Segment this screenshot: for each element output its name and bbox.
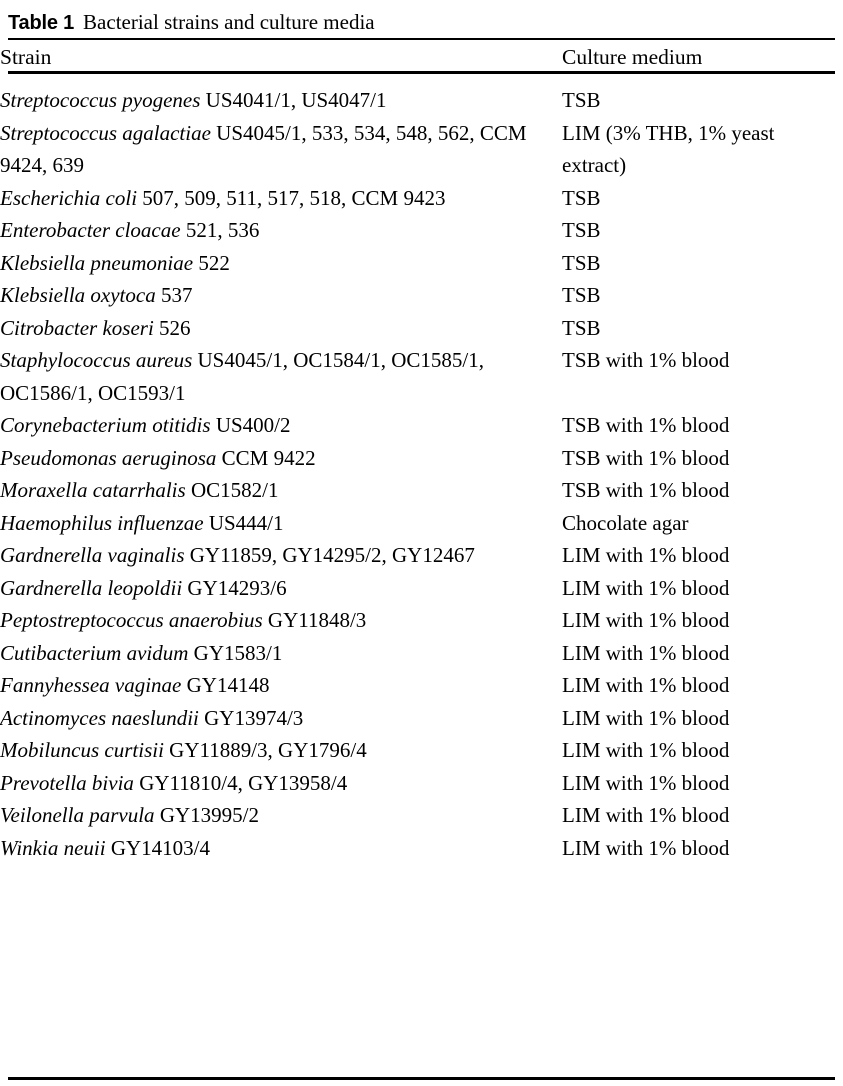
spacer-cell xyxy=(0,74,562,84)
cell-medium: LIM with 1% blood xyxy=(562,608,730,632)
table-bottom-rule xyxy=(8,1077,835,1080)
cell-strain xyxy=(0,344,562,409)
cell-strain xyxy=(0,84,562,117)
species-name: Peptostreptococcus anaerobius xyxy=(0,608,263,632)
table-row xyxy=(0,604,843,637)
cell-strain xyxy=(0,767,562,800)
table-row xyxy=(0,734,843,767)
table-row xyxy=(0,507,843,540)
species-name: Prevotella bivia xyxy=(0,770,134,795)
cell-medium: LIM with 1% blood xyxy=(562,575,730,600)
cell-strain xyxy=(0,117,562,182)
species-name: Veilonella parvula xyxy=(0,803,155,827)
table-row xyxy=(0,539,843,572)
table-row xyxy=(0,442,843,475)
cell-strain xyxy=(0,604,562,637)
cell-medium: TSB xyxy=(562,218,601,242)
cell-medium: LIM (3% THB, 1% yeast extract) xyxy=(562,120,775,177)
table-row xyxy=(0,767,843,800)
strain-ids: GY14148 xyxy=(181,673,270,697)
cell-medium: LIM with 1% blood xyxy=(562,705,730,730)
strain-ids: GY14293/6 xyxy=(182,575,287,600)
strain-ids: US4045/1, OC1584/1, OC1585/1, OC1586/1, OC1593/1 xyxy=(0,348,484,405)
species-name: Staphylococcus aureus xyxy=(0,348,193,372)
cell-strain xyxy=(0,507,562,540)
cell-medium: LIM with 1% blood xyxy=(562,770,730,795)
species-name: Citrobacter koseri xyxy=(0,315,154,340)
strain-ids: US4041/1, US4047/1 xyxy=(200,88,387,112)
species-name: Gardnerella vaginalis xyxy=(0,543,185,567)
species-name: Fannyhessea vaginae xyxy=(0,673,182,697)
table-caption-label: Table 1 xyxy=(8,12,75,34)
cell-medium: LIM with 1% blood xyxy=(562,543,730,567)
strain-ids: GY13995/2 xyxy=(154,803,259,827)
cell-strain xyxy=(0,734,562,767)
cell-strain xyxy=(0,669,562,702)
cell-medium: TSB xyxy=(562,88,601,112)
table-row xyxy=(0,637,843,670)
species-name: Enterobacter cloacae xyxy=(0,218,181,242)
strain-ids: 521, 536 xyxy=(180,218,260,242)
cell-strain xyxy=(0,312,562,345)
cell-medium: LIM with 1% blood xyxy=(562,673,730,697)
cell-strain xyxy=(0,572,562,605)
strain-ids: GY11810/4, GY13958/4 xyxy=(133,770,348,795)
strain-ids: CCM 9422 xyxy=(216,445,316,470)
table-caption-text: Bacterial strains and culture media xyxy=(83,10,375,34)
strain-ids: GY11889/3, GY1796/4 xyxy=(163,738,367,762)
cell-medium: TSB with 1% blood xyxy=(562,445,730,470)
species-name: Gardnerella leopoldii xyxy=(0,575,183,600)
species-name: Moraxella catarrhalis xyxy=(0,478,186,502)
cell-strain xyxy=(0,442,562,475)
strain-ids: 507, 509, 511, 517, 518, CCM 9423 xyxy=(137,185,446,210)
table-body xyxy=(0,84,843,864)
table-row xyxy=(0,182,843,215)
spacer-cell xyxy=(562,0,843,41)
spacer-cell xyxy=(0,0,562,41)
cell-strain xyxy=(0,637,562,670)
species-name: Streptococcus agalactiae xyxy=(0,120,211,145)
cell-medium: TSB xyxy=(562,315,601,340)
cell-medium: LIM with 1% blood xyxy=(562,803,730,827)
species-name: Streptococcus pyogenes xyxy=(0,88,201,112)
species-name: Escherichia coli xyxy=(0,185,138,210)
table-row xyxy=(0,117,843,182)
spacer-cell xyxy=(562,74,843,84)
table-row xyxy=(0,84,843,117)
strain-ids: US4045/1, 533, 534, 548, 562, CCM 9424, 639 xyxy=(0,120,527,177)
table-head xyxy=(0,0,843,84)
table-row xyxy=(0,312,843,345)
species-name: Winkia neuii xyxy=(0,835,106,860)
cell-medium: Chocolate agar xyxy=(562,510,689,535)
strain-ids: US400/2 xyxy=(210,413,291,437)
table-row xyxy=(0,474,843,507)
table-row xyxy=(0,247,843,280)
table-row xyxy=(0,214,843,247)
strain-ids: GY11848/3 xyxy=(262,608,367,632)
strain-ids: GY11859, GY14295/2, GY12467 xyxy=(184,543,475,567)
cell-strain xyxy=(0,702,562,735)
cell-strain xyxy=(0,474,562,507)
cell-medium: TSB with 1% blood xyxy=(562,348,730,372)
column-header-medium: Culture medium xyxy=(562,45,703,69)
cell-strain xyxy=(0,409,562,442)
cell-medium: TSB with 1% blood xyxy=(562,413,730,437)
strain-ids: 537 xyxy=(155,283,193,307)
table-header-row xyxy=(0,41,843,74)
cell-medium: LIM with 1% blood xyxy=(562,835,730,860)
cell-strain xyxy=(0,539,562,572)
table-row xyxy=(0,344,843,409)
table-row xyxy=(0,409,843,442)
strain-ids: GY13974/3 xyxy=(198,705,304,730)
cell-strain xyxy=(0,279,562,312)
cell-medium: TSB with 1% blood xyxy=(562,478,730,502)
strain-ids: 522 xyxy=(193,250,230,275)
cell-strain xyxy=(0,214,562,247)
cell-strain xyxy=(0,182,562,215)
cell-medium: TSB xyxy=(562,283,601,307)
column-header-strain: Strain xyxy=(0,45,52,69)
species-name: Corynebacterium otitidis xyxy=(0,413,211,437)
cell-strain xyxy=(0,832,562,865)
cell-strain xyxy=(0,247,562,280)
strain-ids: OC1582/1 xyxy=(185,478,279,502)
species-name: Klebsiella pneumoniae xyxy=(0,250,194,275)
cell-medium: TSB xyxy=(562,250,601,275)
table-row xyxy=(0,572,843,605)
species-name: Actinomyces naeslundii xyxy=(0,705,199,730)
cell-medium: LIM with 1% blood xyxy=(562,640,730,665)
strain-ids: GY1583/1 xyxy=(188,640,283,665)
species-name: Pseudomonas aeruginosa xyxy=(0,445,217,470)
table-row xyxy=(0,279,843,312)
spacer-row-above-header xyxy=(0,0,843,41)
species-name: Mobiluncus curtisii xyxy=(0,738,164,762)
table-row xyxy=(0,832,843,865)
cell-strain xyxy=(0,799,562,832)
spacer-row-below-header xyxy=(0,74,843,84)
table-row xyxy=(0,669,843,702)
species-name: Klebsiella oxytoca xyxy=(0,283,156,307)
table-row xyxy=(0,799,843,832)
strain-ids: GY14103/4 xyxy=(105,835,210,860)
table-row xyxy=(0,702,843,735)
strain-ids: 526 xyxy=(153,315,191,340)
cell-medium: LIM with 1% blood xyxy=(562,738,730,762)
species-name: Cutibacterium avidum xyxy=(0,640,189,665)
species-name: Haemophilus influenzae xyxy=(0,510,204,535)
strain-ids: US444/1 xyxy=(203,510,284,535)
cell-medium: TSB xyxy=(562,185,601,210)
